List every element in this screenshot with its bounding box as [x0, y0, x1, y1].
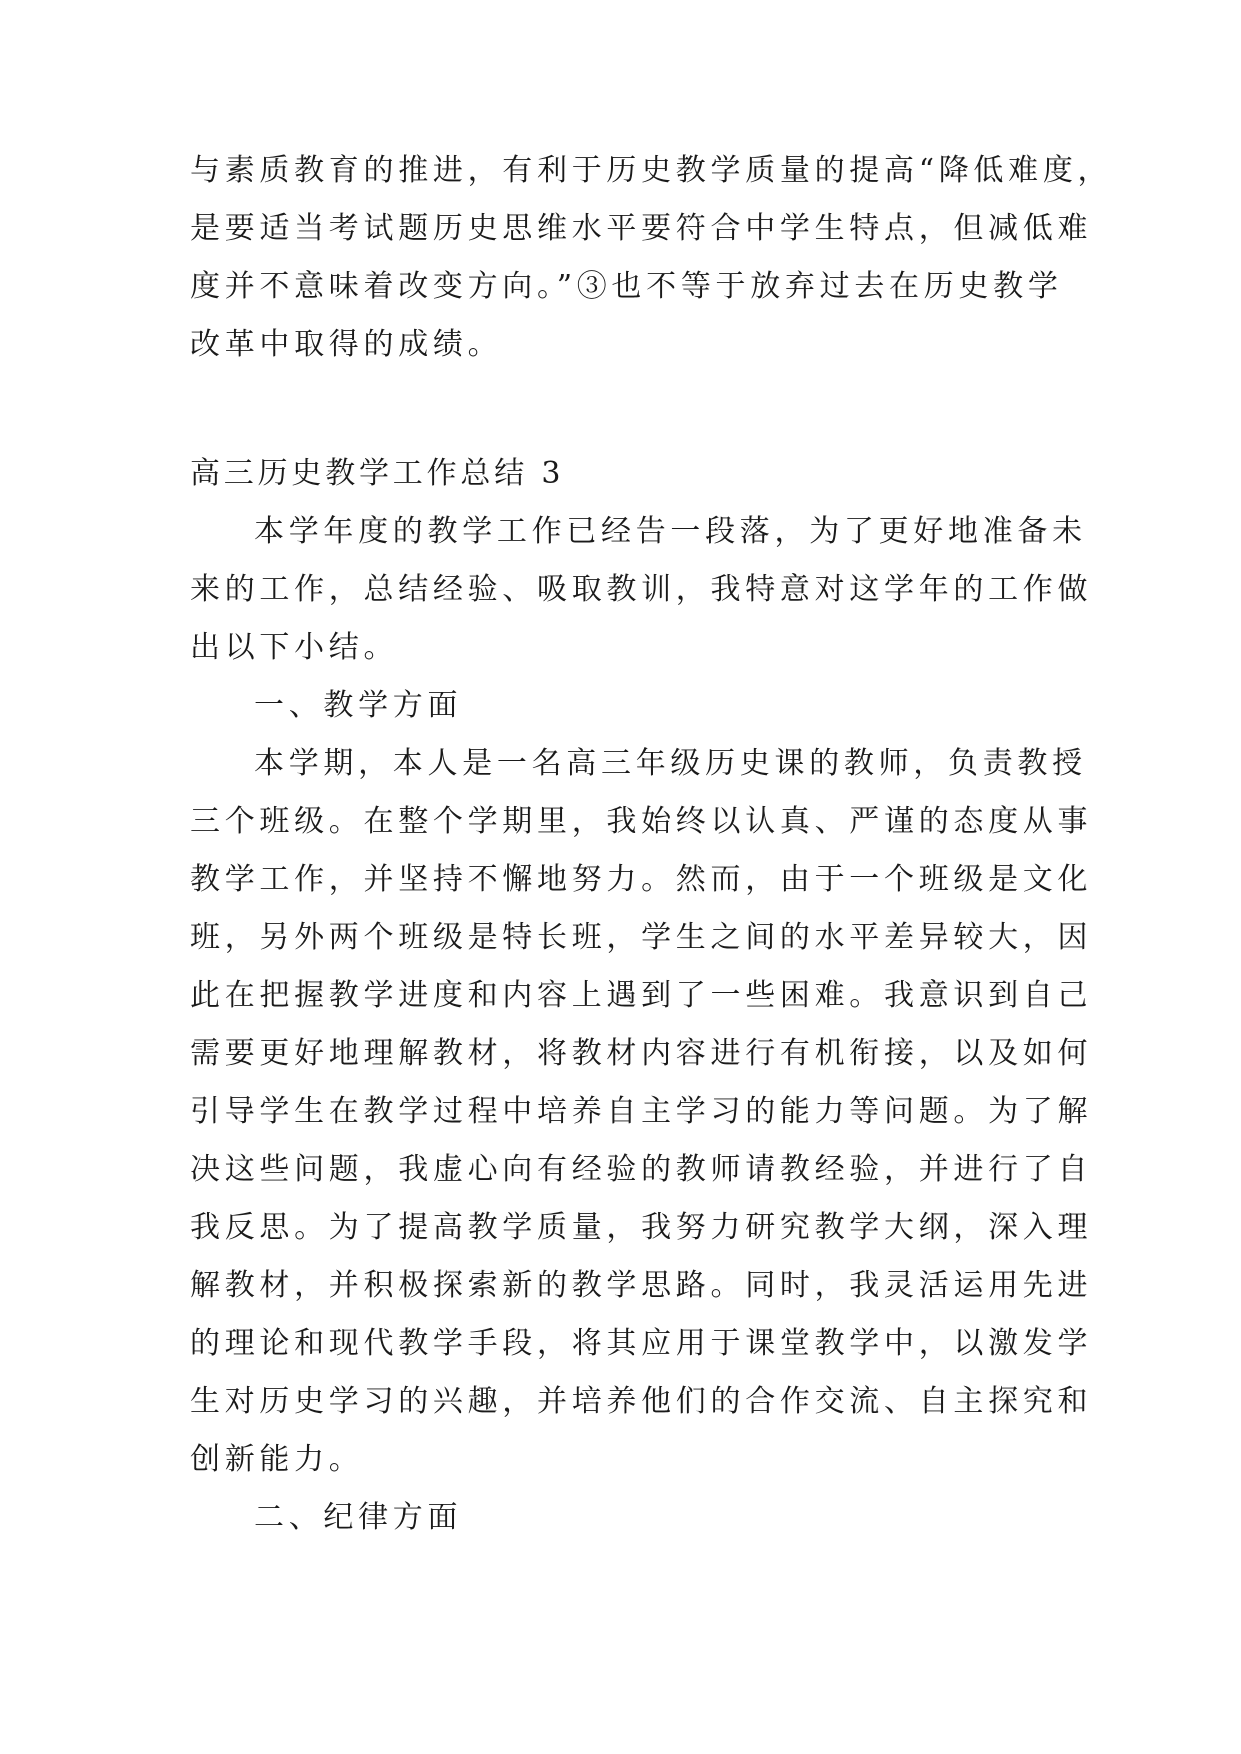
- paragraph-line: 的理论和现代教学手段，将其应用于课堂教学中，以激发学: [190, 1326, 1093, 1361]
- paragraph-line: 决这些问题，我虚心向有经验的教师请教经验，并进行了自: [190, 1152, 1093, 1187]
- paragraph-line: 改革中取得的成绩。: [190, 327, 503, 362]
- paragraph-line: 引导学生在教学过程中培养自主学习的能力等问题。为了解: [190, 1094, 1093, 1129]
- paragraph-line: 教学工作，并坚持不懈地努力。然而，由于一个班级是文化: [190, 862, 1093, 897]
- paragraph-line: 来的工作，总结经验、吸取教训，我特意对这学年的工作做: [190, 572, 1093, 607]
- paragraph-line: 班，另外两个班级是特长班，学生之间的水平差异较大，因: [190, 920, 1093, 955]
- paragraph-line: 三个班级。在整个学期里，我始终以认真、严谨的态度从事: [190, 804, 1093, 839]
- paragraph-line: 度并不意味着改变方向。”③也不等于放弃过去在历史教学: [190, 269, 1063, 304]
- paragraph-line: 本学年度的教学工作已经告一段落，为了更好地准备未: [254, 514, 1087, 549]
- section-title: 高三历史教学工作总结 3: [190, 456, 565, 491]
- paragraph-line: 本学期，本人是一名高三年级历史课的教师，负责教授: [254, 746, 1087, 781]
- paragraph-line: 与素质教育的推进，有利于历史教学质量的提高“降低难度，: [190, 153, 1113, 188]
- subheading-teaching: 一、教学方面: [254, 688, 463, 723]
- paragraph-line: 需要更好地理解教材，将教材内容进行有机衔接，以及如何: [190, 1036, 1093, 1071]
- paragraph-line: 解教材，并积极探索新的教学思路。同时，我灵活运用先进: [190, 1268, 1093, 1303]
- paragraph-line: 创新能力。: [190, 1442, 364, 1477]
- subheading-discipline: 二、纪律方面: [254, 1500, 463, 1535]
- paragraph-line: 我反思。为了提高教学质量，我努力研究教学大纲，深入理: [190, 1210, 1093, 1245]
- paragraph-line: 是要适当考试题历史思维水平要符合中学生特点，但减低难: [190, 211, 1093, 246]
- paragraph-line: 出以下小结。: [190, 630, 399, 665]
- paragraph-line: 生对历史学习的兴趣，并培养他们的合作交流、自主探究和: [190, 1384, 1093, 1419]
- paragraph-line: 此在把握教学进度和内容上遇到了一些困难。我意识到自己: [190, 978, 1093, 1013]
